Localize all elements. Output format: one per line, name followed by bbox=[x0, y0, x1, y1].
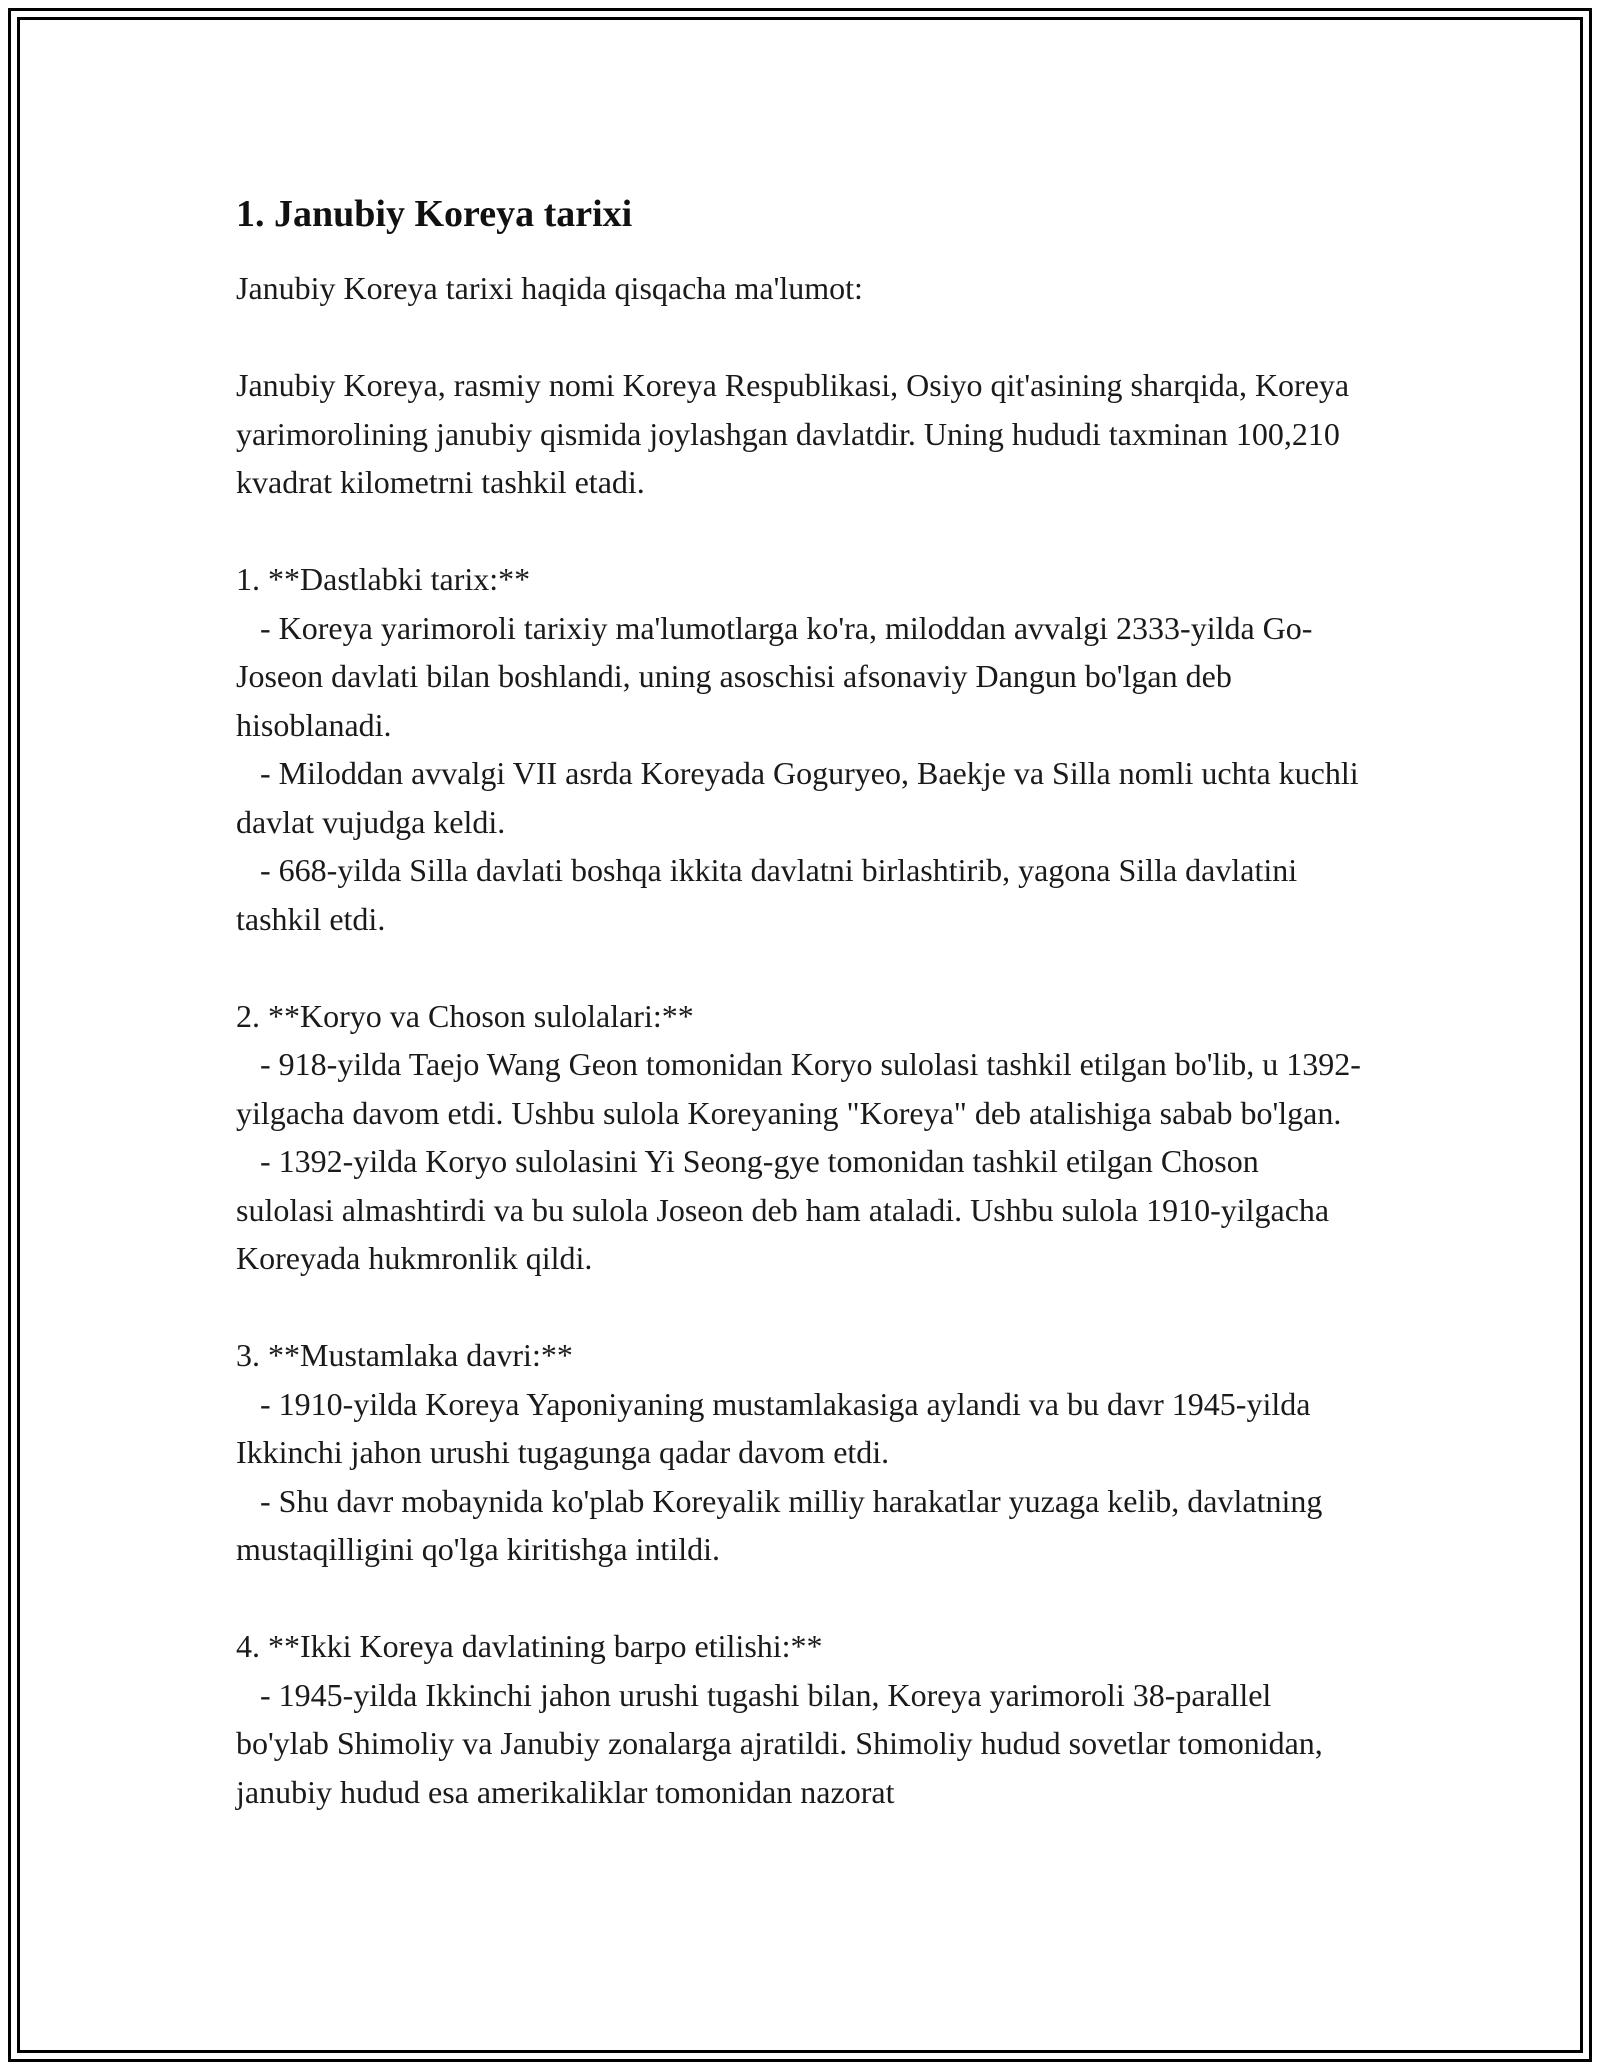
spacer bbox=[236, 1283, 1364, 1332]
document-title: 1. Janubiy Koreya tarixi bbox=[236, 193, 633, 235]
section-koryo-choson bbox=[236, 992, 1364, 1283]
spacer bbox=[236, 313, 1364, 362]
list-item: - Koreya yarimoroli tarixiy ma'lumotlarga ko'ra, miloddan avvalgi 2333-yilda Go-Joseon davlati bilan boshlandi, uning asoschisi afsonaviy Dangun bo'lgan deb hisoblanadi. bbox=[236, 609, 1313, 743]
list-item: - Shu davr mobaynida ko'plab Koreyalik milliy harakatlar yuzaga kelib, davlatning mustaqilligini qo'lga kiritishga intildi. bbox=[236, 1482, 1331, 1567]
section-heading: 1. **Dastlabki tarix:** bbox=[236, 561, 531, 597]
list-item: - 1392-yilda Koryo sulolasini Yi Seong-gye tomonidan tashkil etilgan Choson sulolasi almashtirdi va bu sulola Joseon deb ham ataladi. Ushbu sulola 1910-yilgacha Koreyada hukmronlik qildi. bbox=[236, 1143, 1338, 1276]
overview-paragraph: Janubiy Koreya, rasmiy nomi Koreya Respublikasi, Osiyo qit'asining sharqida, Koreya yarimorolining janubiy qismida joylashgan davlatdir. Uning hududi taxminan 100,210 kvadrat kilometrni tashkil etadi. bbox=[236, 367, 1358, 500]
intro-line: Janubiy Koreya tarixi haqida qisqacha ma'lumot: bbox=[236, 270, 863, 306]
list-item: - 668-yilda Silla davlati boshqa ikkita davlatni birlashtirib, yagona Silla davlatini tashkil etdi. bbox=[236, 852, 1306, 937]
section-colonial-period bbox=[236, 1331, 1364, 1574]
section-heading: 3. **Mustamlaka davri:** bbox=[236, 1337, 573, 1373]
spacer bbox=[236, 1574, 1364, 1623]
document-body bbox=[236, 190, 1367, 1816]
spacer bbox=[236, 943, 1364, 992]
section-heading: 4. **Ikki Koreya davlatining barpo etilishi:** bbox=[236, 1628, 823, 1664]
list-item: - 1910-yilda Koreya Yaponiyaning mustamlakasiga aylandi va bu davr 1945-yilda Ikkinchi jahon urushi tugagunga qadar davom etdi. bbox=[236, 1385, 1319, 1470]
list-item: - Miloddan avvalgi VII asrda Koreyada Goguryeo, Baekje va Silla nomli uchta kuchli davlat vujudga keldi. bbox=[236, 755, 1367, 840]
spacer bbox=[236, 507, 1364, 556]
section-heading: 2. **Koryo va Choson sulolalari:** bbox=[236, 997, 694, 1034]
section-early-history bbox=[236, 555, 1367, 943]
list-item: - 918-yilda Taejo Wang Geon tomonidan Koryo sulolasi tashkil etilgan bo'lib, u 1392-yilgacha davom etdi. Ushbu sulola Koreyaning "Koreya" deb atalishiga sabab bo'lgan. bbox=[236, 1046, 1361, 1131]
list-item: - 1945-yilda Ikkinchi jahon urushi tugashi bilan, Koreya yarimoroli 38-parallel bo'ylab Shimoliy va Janubiy zonalarga ajratildi. Shimoliy hudud sovetlar tomonidan, janubiy hudud esa amerikaliklar tomonidan nazorat bbox=[236, 1676, 1331, 1810]
section-two-koreas bbox=[236, 1622, 1364, 1816]
